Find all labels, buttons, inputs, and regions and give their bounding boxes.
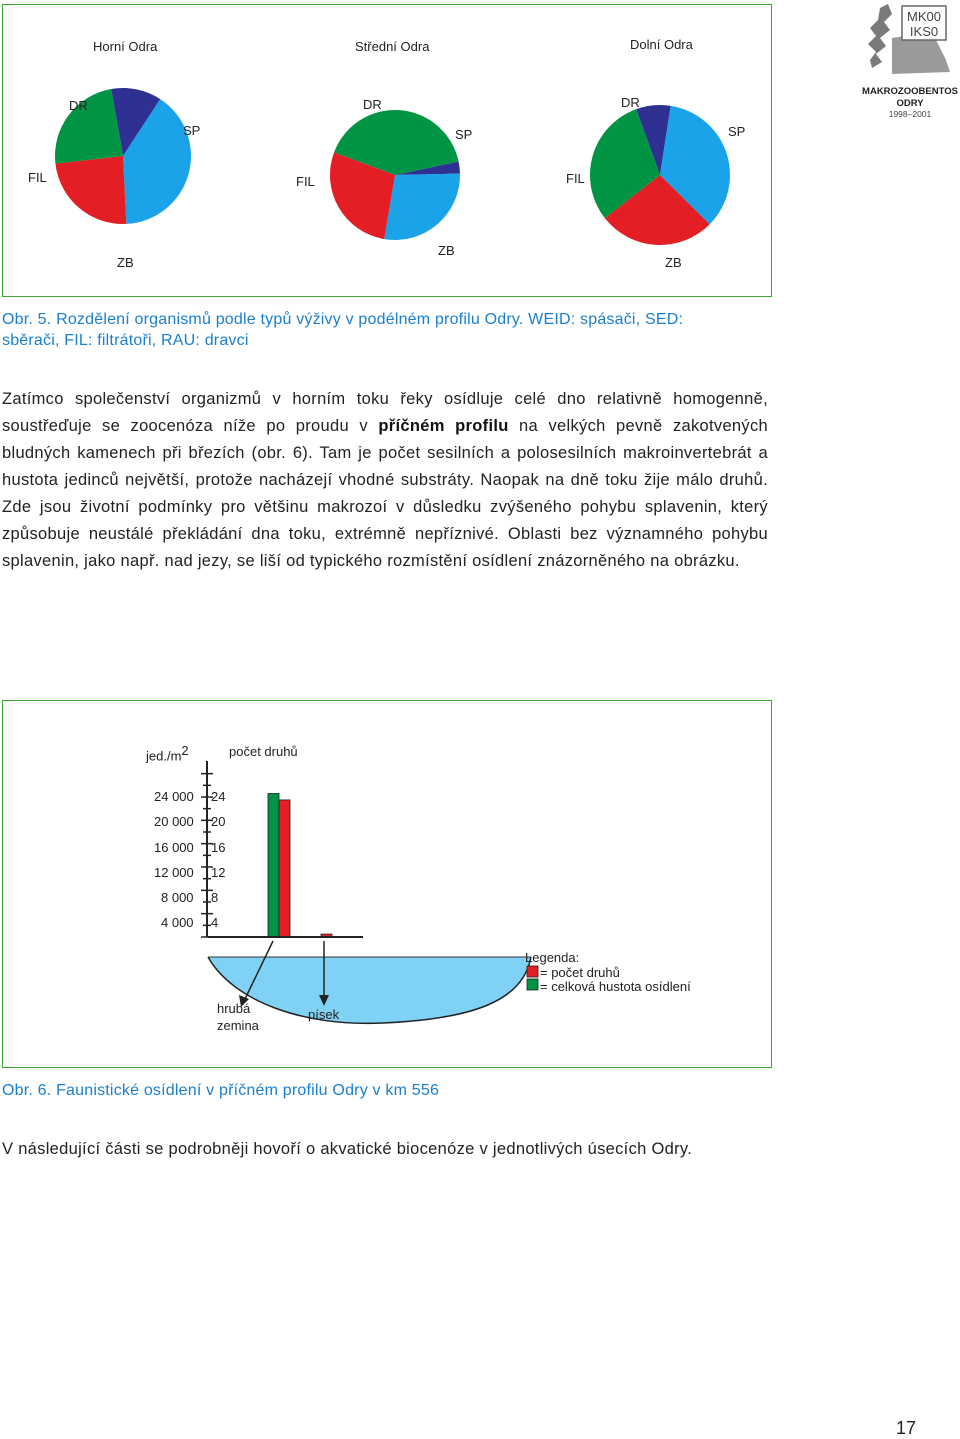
logo-subtitle: ODRY: [896, 98, 924, 109]
y-label-left-sup: 2: [181, 743, 189, 758]
pie2-title: Střední Odra: [355, 39, 430, 54]
pie-slice-fil: [55, 89, 123, 164]
ytick-right: 20: [211, 814, 226, 829]
logo-mark-line1: MK00: [907, 9, 941, 24]
y-label-left-text: jed./m: [146, 748, 182, 764]
pie3-label-zb: ZB: [665, 255, 682, 270]
paragraph-1-rest: na velkých pevně zakotvených bludných kamenech při březích (obr. 6). Tam je počet sesilních a polosesilních makroinvertebrát a hustota jedinců největší, protože nacházejí vhodné substráty. Naopak na dně toku žije málo druhů. Zde jsou životní podmínky pro většinu makrozoí v důsledku zvýšeného pohybu splavenin, který způsobuje neustálé překládání dna toku, extrémně nepříznivé. Oblasti bez významného pohybu splavenin, jako např. nad jezy, se liší od typického rozmístění osídlení znázorněného na obrázku.: [2, 417, 768, 570]
ytick-left: 4 000: [161, 915, 194, 930]
legend-red-swatch: [527, 966, 538, 977]
ytick-right: 12: [211, 865, 226, 880]
logo-years: 1998–2001: [888, 109, 932, 119]
pie2-label-sp: SP: [455, 127, 473, 142]
bar-density-coarse: [268, 794, 279, 938]
logo-map-shape: [868, 4, 892, 68]
figure6-box: [2, 700, 772, 1068]
ytick-left: 20 000: [154, 814, 194, 829]
logo-mark-line2: IKS0: [909, 24, 939, 39]
y-label-left: [146, 743, 189, 763]
paragraph-2: V následující části se podrobněji hovoří o akvatické biocenóze v jednotlivých úsecích Odry.: [2, 1140, 693, 1158]
legend-red-label: = počet druhů: [540, 965, 620, 980]
pie1-label-zb: ZB: [117, 255, 134, 270]
figure5-box: [2, 4, 772, 297]
page-number: 17: [896, 1418, 917, 1438]
figure5-caption-line1: Obr. 5. Rozdělení organismů podle typů výživy v podélném profilu Odry. WEID: spásači, SED:: [2, 311, 684, 328]
label-sand: písek: [308, 1007, 340, 1022]
logo-title: MAKROZOOBENTOS: [862, 86, 958, 97]
paragraph-1-start: Zatímco společenství organizmů v horním toku řeky osídluje celé dno relativně homogenně, soustřeďuje se zoocenóza níže po proudu v: [2, 390, 768, 435]
ytick-left: 8 000: [161, 890, 194, 905]
bars-group: [268, 794, 332, 938]
figure5-caption-line2: sběrači, FIL: filtrátoři, RAU: dravci: [2, 332, 249, 349]
ytick-left: 24 000: [154, 789, 194, 804]
y-label-right: počet druhů: [229, 744, 298, 759]
legend-green-label: = celková hustota osídlení: [540, 979, 691, 994]
river-water: [208, 957, 531, 1023]
pie2-label-dr: DR: [363, 97, 382, 112]
ytick-left: 16 000: [154, 840, 194, 855]
pie1-label-fil: FIL: [28, 170, 47, 185]
pie3-label-dr: DR: [621, 95, 640, 110]
paragraph-1-bold: příčném profilu: [378, 417, 509, 435]
bar-species-coarse: [279, 800, 290, 937]
pie2-label-fil: FIL: [296, 174, 315, 189]
paragraph-1: [2, 386, 768, 575]
figure6-caption: Obr. 6. Faunistické osídlení v příčném profilu Odry v km 556: [2, 1082, 440, 1099]
ytick-right: 4: [211, 915, 219, 930]
legend-green-swatch: [527, 979, 538, 990]
pie-slice-zb: [55, 156, 126, 224]
ytick-right: 24: [211, 789, 226, 804]
pie-slice-sp: [384, 174, 460, 240]
ytick-right: 16: [211, 840, 226, 855]
pie2-label-zb: ZB: [438, 243, 455, 258]
pie1-title: Horní Odra: [93, 39, 158, 54]
pie3-title: Dolní Odra: [630, 37, 693, 52]
pie1-label-dr: DR: [69, 98, 88, 113]
ytick-left: 12 000: [154, 865, 194, 880]
label-coarse-2: zemina: [217, 1018, 259, 1033]
pie3-label-sp: SP: [728, 124, 746, 139]
label-coarse-1: hrubá: [217, 1001, 251, 1016]
cross-section-chart: [3, 701, 769, 1065]
pie3-label-fil: FIL: [566, 171, 585, 186]
ytick-right: 8: [211, 890, 219, 905]
legend-title: Legenda:: [525, 950, 580, 965]
pie1-label-sp: SP: [183, 123, 201, 138]
